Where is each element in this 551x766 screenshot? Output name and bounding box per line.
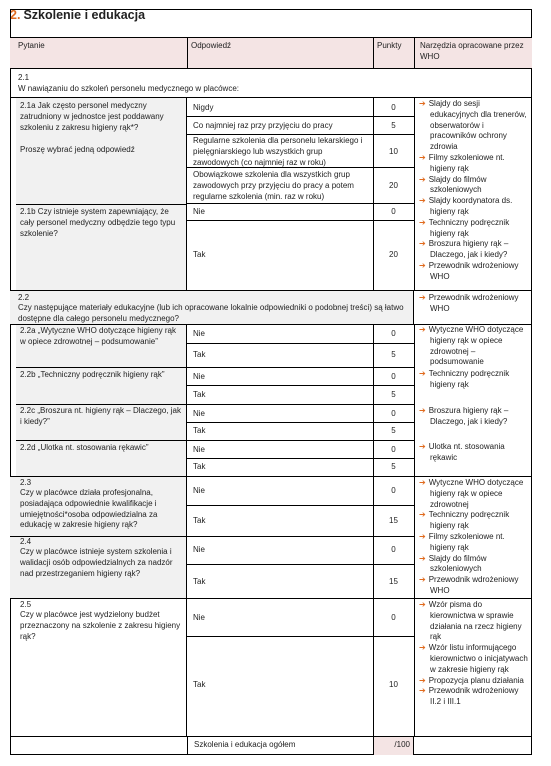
tool-link[interactable]: ➔ Przewodnik wdrożeniowy II.2 i III.1 [419, 686, 519, 707]
tool-link[interactable]: ➔ Przewodnik wdrożeniowy WHO [419, 575, 519, 595]
q22b-option-yes[interactable] [187, 386, 414, 404]
q23-question-cell [10, 477, 187, 536]
q22d-tools-list [419, 442, 529, 464]
q22d-question-cell [16, 441, 187, 476]
q21-tools-list [419, 99, 529, 283]
q25-number: 2.5 [20, 600, 32, 609]
option-label: Tak [193, 680, 206, 689]
option-points: 20 [389, 181, 398, 190]
option-label: Nie [193, 445, 206, 454]
q22-number: 2.2 [18, 293, 30, 302]
option-label: Nie [193, 329, 206, 338]
option-points: 15 [389, 577, 398, 586]
option-points: 10 [389, 680, 398, 689]
option-label: Obowiązkowe szkolenia dla wszystkich grup zawodowych przy przyjęciu do pracy a potem regularne szkolenia (min. raz w roku) [193, 170, 354, 201]
option-points: 5 [391, 462, 396, 471]
q22b-option-no[interactable] [187, 368, 414, 386]
section-number: 2. [10, 8, 21, 22]
q21a-text: 2.1a Jak często personel medyczny zatrudniony w jednostce jest poddawany szkoleniu z zakresu higieny rąk*? [20, 101, 164, 132]
q23-option-no[interactable] [187, 477, 414, 506]
q21a-question-cell [16, 98, 187, 204]
q21b-question-cell [16, 204, 187, 290]
tool-link[interactable]: ➔ Slajdy koordynatora ds. higieny rąk [419, 196, 513, 216]
tool-link[interactable]: ➔ Filmy szkoleniowe nt. higieny rąk [419, 531, 505, 552]
q21a-option-never[interactable] [187, 98, 414, 117]
q21-block [18, 73, 518, 95]
tool-link[interactable]: ➔ Techniczny podręcznik higieny rąk [419, 369, 510, 389]
header-tools: Narzędzia opracowane przez WHO [420, 41, 524, 61]
tool-link[interactable]: ➔ Filmy szkoleniowe nt. higieny rąk [419, 152, 505, 173]
q22b-text: 2.2b „Techniczny podręcznik higieny rąk” [20, 370, 165, 379]
option-points: 5 [391, 121, 396, 130]
total-label: Szkolenia i edukacja ogółem [194, 740, 296, 749]
option-label: Nie [193, 486, 206, 495]
option-label: Nie [193, 207, 206, 216]
section-title-text: Szkolenie i edukacja [23, 8, 146, 22]
option-points: 5 [391, 426, 396, 435]
option-label: Tak [193, 462, 206, 471]
option-label: Tak [193, 516, 206, 525]
tool-link[interactable]: ➔ Wzór listu informującego kierownictwo o inicjatywach w zakresie higieny rąk [419, 643, 528, 674]
option-label: Tak [193, 250, 206, 259]
q21a-option-mandatory[interactable] [187, 168, 414, 204]
q25-question-cell [10, 599, 187, 736]
tool-link[interactable]: ➔ Broszura higieny rąk – Dlaczego, jak i kiedy? [419, 406, 509, 426]
option-label: Nie [193, 545, 206, 554]
q21a-option-once[interactable] [187, 117, 414, 135]
total-score-cell[interactable] [373, 737, 414, 755]
option-label: Regularne szkolenia dla personelu lekarskiego i pielęgniarskiego lub wszystkich grup zawodowych (co najmniej raz w roku) [193, 136, 363, 167]
option-points: 0 [391, 329, 396, 338]
option-label: Nigdy [193, 103, 214, 112]
option-points: 0 [391, 613, 396, 622]
option-label: Nie [193, 409, 206, 418]
total-score: /100 [394, 740, 410, 749]
option-points: 5 [391, 350, 396, 359]
option-label: Tak [193, 577, 206, 586]
q22b-tools-list [419, 369, 529, 391]
tool-link[interactable]: ➔ Techniczny podręcznik higieny rąk [419, 510, 510, 531]
total-label-cell [187, 737, 373, 755]
table-header [10, 37, 532, 69]
option-label: Tak [193, 426, 206, 435]
tool-link[interactable]: ➔ Wzór pisma do kierownictwa w sprawie działania na rzecz higieny rąk [419, 600, 522, 642]
header-question: Pytanie [18, 41, 45, 50]
option-points: 0 [391, 445, 396, 454]
q22-text: Czy następujące materiały edukacyjne (lub ich opracowane lokalnie odpowiedniki o podobnej treści) są łatwo dostępne dla całego personelu medycznego? [18, 303, 404, 323]
q22-question-cell [10, 291, 414, 324]
q22-tools-list [419, 293, 529, 315]
tool-link[interactable]: ➔ Broszura higieny rąk – Dlaczego, jak i kiedy? [419, 239, 509, 260]
q21-text: W nawiązaniu do szkoleń personelu medycznego w placówce: [18, 83, 240, 93]
tool-link[interactable]: ➔ Slajdy do sesji edukacyjnych dla trenerów, obserwatorów i pracowników ochrony zdrowia [419, 99, 527, 152]
q22c-question-cell [16, 405, 187, 440]
q22a-option-yes[interactable] [187, 344, 414, 367]
q25-option-no[interactable] [187, 599, 414, 637]
option-points: 0 [391, 103, 396, 112]
option-points: 20 [389, 250, 398, 259]
q23-number: 2.3 [20, 478, 32, 487]
q22a-option-no[interactable] [187, 325, 414, 344]
q22c-tools-list [419, 406, 531, 428]
q22a-question-cell [16, 325, 187, 367]
tool-link[interactable]: ➔ Wytyczne WHO dotyczące higieny rąk w opiece zdrowotnej – podsumowanie [419, 325, 524, 367]
tool-link[interactable]: ➔ Slajdy do filmów szkoleniowych [419, 174, 487, 195]
q25-text: Czy w placówce jest wydzielony budżet przeznaczony na szkolenie z zakresu higieny rąk? [20, 610, 181, 641]
option-points: 0 [391, 409, 396, 418]
q21b-option-no[interactable] [187, 204, 414, 221]
tool-link[interactable]: ➔ Wytyczne WHO dotyczące higieny rąk w opiece zdrowotnej [419, 478, 524, 509]
q22a-tools-list [419, 325, 531, 368]
option-points: 0 [391, 207, 396, 216]
q24-text: Czy w placówce istnieje system szkolenia i walidacji osób odpowiedzialnych za nadzór nad przestrzeganiem higieny rąk? [20, 547, 173, 578]
q25-option-yes[interactable] [187, 637, 414, 736]
option-label: Nie [193, 613, 206, 622]
tool-link[interactable]: ➔ Przewodnik wdrożeniowy WHO [419, 293, 519, 313]
tool-link[interactable]: ➔ Slajdy do filmów szkoleniowych [419, 553, 487, 574]
q24-option-no[interactable] [187, 537, 414, 565]
q22d-option-no[interactable] [187, 441, 414, 459]
q22a-text: 2.2a „Wytyczne WHO dotyczące higieny rąk w opiece zdrowotnej – podsumowanie” [20, 326, 176, 346]
option-label: Tak [193, 390, 206, 399]
q22c-option-yes[interactable] [187, 423, 414, 440]
q23-option-yes[interactable] [187, 506, 414, 536]
q21b-option-yes[interactable] [187, 221, 414, 290]
q21a-note: Proszę wybrać jedną odpowiedź [20, 145, 135, 154]
q22d-option-yes[interactable] [187, 459, 414, 476]
q24-question-cell [10, 537, 187, 598]
tool-link[interactable]: ➔ Techniczny podręcznik higieny rąk [419, 217, 510, 238]
option-label: Nie [193, 372, 206, 381]
option-points: 5 [391, 390, 396, 399]
q23-text: Czy w placówce działa profesjonalna, posiadająca odpowiednie kwalifikacje i umiejętności*osoba odpowiedzialna za edukację w zakresie higieny rąk? [20, 488, 158, 530]
q22d-text: 2.2d „Ulotka nt. stosowania rękawic” [20, 443, 149, 452]
option-points: 0 [391, 486, 396, 495]
q22c-text: 2.2c „Broszura nt. higieny rąk – Dlaczego, jak i kiedy?” [20, 406, 181, 426]
option-points: 0 [391, 372, 396, 381]
header-answer: Odpowiedź [191, 41, 232, 50]
q22b-question-cell [16, 368, 187, 404]
tool-link[interactable]: ➔ Przewodnik wdrożeniowy WHO [419, 260, 519, 281]
option-points: 10 [389, 147, 398, 156]
q23-q24-tools-list [419, 478, 531, 597]
q22c-option-no[interactable] [187, 405, 414, 423]
q24-option-yes[interactable] [187, 565, 414, 598]
option-points: 0 [391, 545, 396, 554]
q21b-text: 2.1b Czy istnieje system zapewniający, że cały personel medyczny odbędzie tego typu szkolenie? [20, 207, 176, 238]
option-label: Tak [193, 350, 206, 359]
tool-link[interactable]: ➔ Propozycja planu działania [419, 675, 524, 685]
option-label: Co najmniej raz przy przyjęciu do pracy [193, 121, 333, 130]
header-points: Punkty [377, 41, 402, 50]
tool-link[interactable]: ➔ Ulotka nt. stosowania rękawic [419, 442, 505, 462]
q24-number: 2.4 [20, 537, 32, 546]
option-points: 15 [389, 516, 398, 525]
q21a-option-regular[interactable] [187, 135, 414, 168]
q21-number: 2.1 [18, 73, 30, 82]
q25-tools-list [419, 600, 529, 708]
